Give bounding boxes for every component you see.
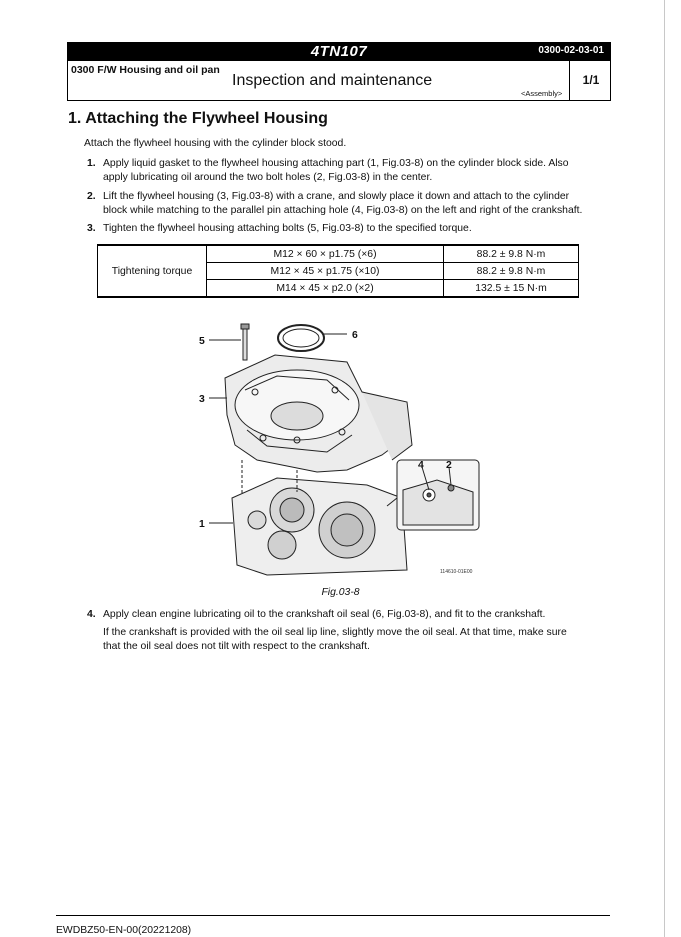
- page-subtitle: <Assembly>: [521, 89, 563, 98]
- page-title: Inspection and maintenance: [232, 72, 433, 89]
- torque-value: 88.2 ± 9.8 N·m: [444, 245, 579, 263]
- callout-1: 1: [199, 519, 205, 530]
- torque-label: Tightening torque: [98, 245, 207, 297]
- bolt-spec: M14 × 45 × p2.0 (×2): [207, 280, 444, 298]
- section-heading: 1. Attaching the Flywheel Housing: [68, 110, 328, 127]
- figure-image-code: 114610-01E00: [440, 569, 473, 575]
- flywheel-housing-figure: [197, 320, 487, 578]
- callout-4: 4: [418, 460, 424, 471]
- table-row: [98, 245, 579, 263]
- page-number: 1/1: [582, 73, 600, 87]
- step-number: 3.: [87, 223, 96, 234]
- torque-value: 88.2 ± 9.8 N·m: [444, 263, 579, 280]
- step-line: block while matching to the parallel pin attaching hole (4, Fig.03-8) on the left and right of the crankshaft.: [103, 205, 583, 216]
- callout-6: 6: [352, 330, 358, 341]
- bolt-spec: M12 × 60 × p1.75 (×6): [207, 245, 444, 263]
- step-line: Tighten the flywheel housing attaching bolts (5, Fig.03-8) to the specified torque.: [103, 223, 472, 234]
- callout-3: 3: [199, 394, 205, 405]
- header-box: [67, 61, 611, 101]
- callout-2: 2: [446, 460, 452, 471]
- footer-rule: [56, 915, 610, 916]
- intro-text: Attach the flywheel housing with the cylinder block stood.: [84, 138, 347, 149]
- figure-caption: Fig.03-8: [321, 587, 360, 598]
- step-line: Lift the flywheel housing (3, Fig.03-8) with a crane, and slowly place it down and attach to the cylinder: [103, 191, 570, 202]
- step-number: 2.: [87, 191, 96, 202]
- engine-model: 4TN107: [310, 43, 368, 60]
- bolt-spec: M12 × 45 × p1.75 (×10): [207, 263, 444, 280]
- torque-table: [97, 244, 579, 298]
- step-3: [87, 222, 612, 236]
- step-line: If the crankshaft is provided with the oil seal lip line, slightly move the oil seal. At that time, make sure: [103, 627, 567, 638]
- document-code: 0300-02-03-01: [538, 45, 604, 56]
- callout-5: 5: [199, 336, 205, 347]
- section-name: 0300 F/W Housing and oil pan: [71, 64, 220, 76]
- step-2: [87, 190, 612, 218]
- step-line: apply lubricating oil around the two bolt holes (2, Fig.03-8) in the center.: [103, 172, 433, 183]
- step-number: 1.: [87, 158, 96, 169]
- step-line: that the oil seal does not tilt with respect to the crankshaft.: [103, 641, 370, 652]
- step-line: Apply clean engine lubricating oil to the crankshaft oil seal (6, Fig.03-8), and fit to the crankshaft.: [103, 609, 546, 620]
- bolt-drawing: [243, 327, 247, 360]
- torque-value: 132.5 ± 15 N·m: [444, 280, 579, 298]
- header-bar: [67, 42, 611, 61]
- step-1: [87, 157, 612, 185]
- footer-code: EWDBZ50-EN-00(20221208): [56, 925, 192, 936]
- step-4: [87, 608, 612, 654]
- step-line: Apply liquid gasket to the flywheel housing attaching part (1, Fig.03-8) on the cylinder block side. Also: [103, 158, 569, 169]
- step-number: 4.: [87, 609, 96, 620]
